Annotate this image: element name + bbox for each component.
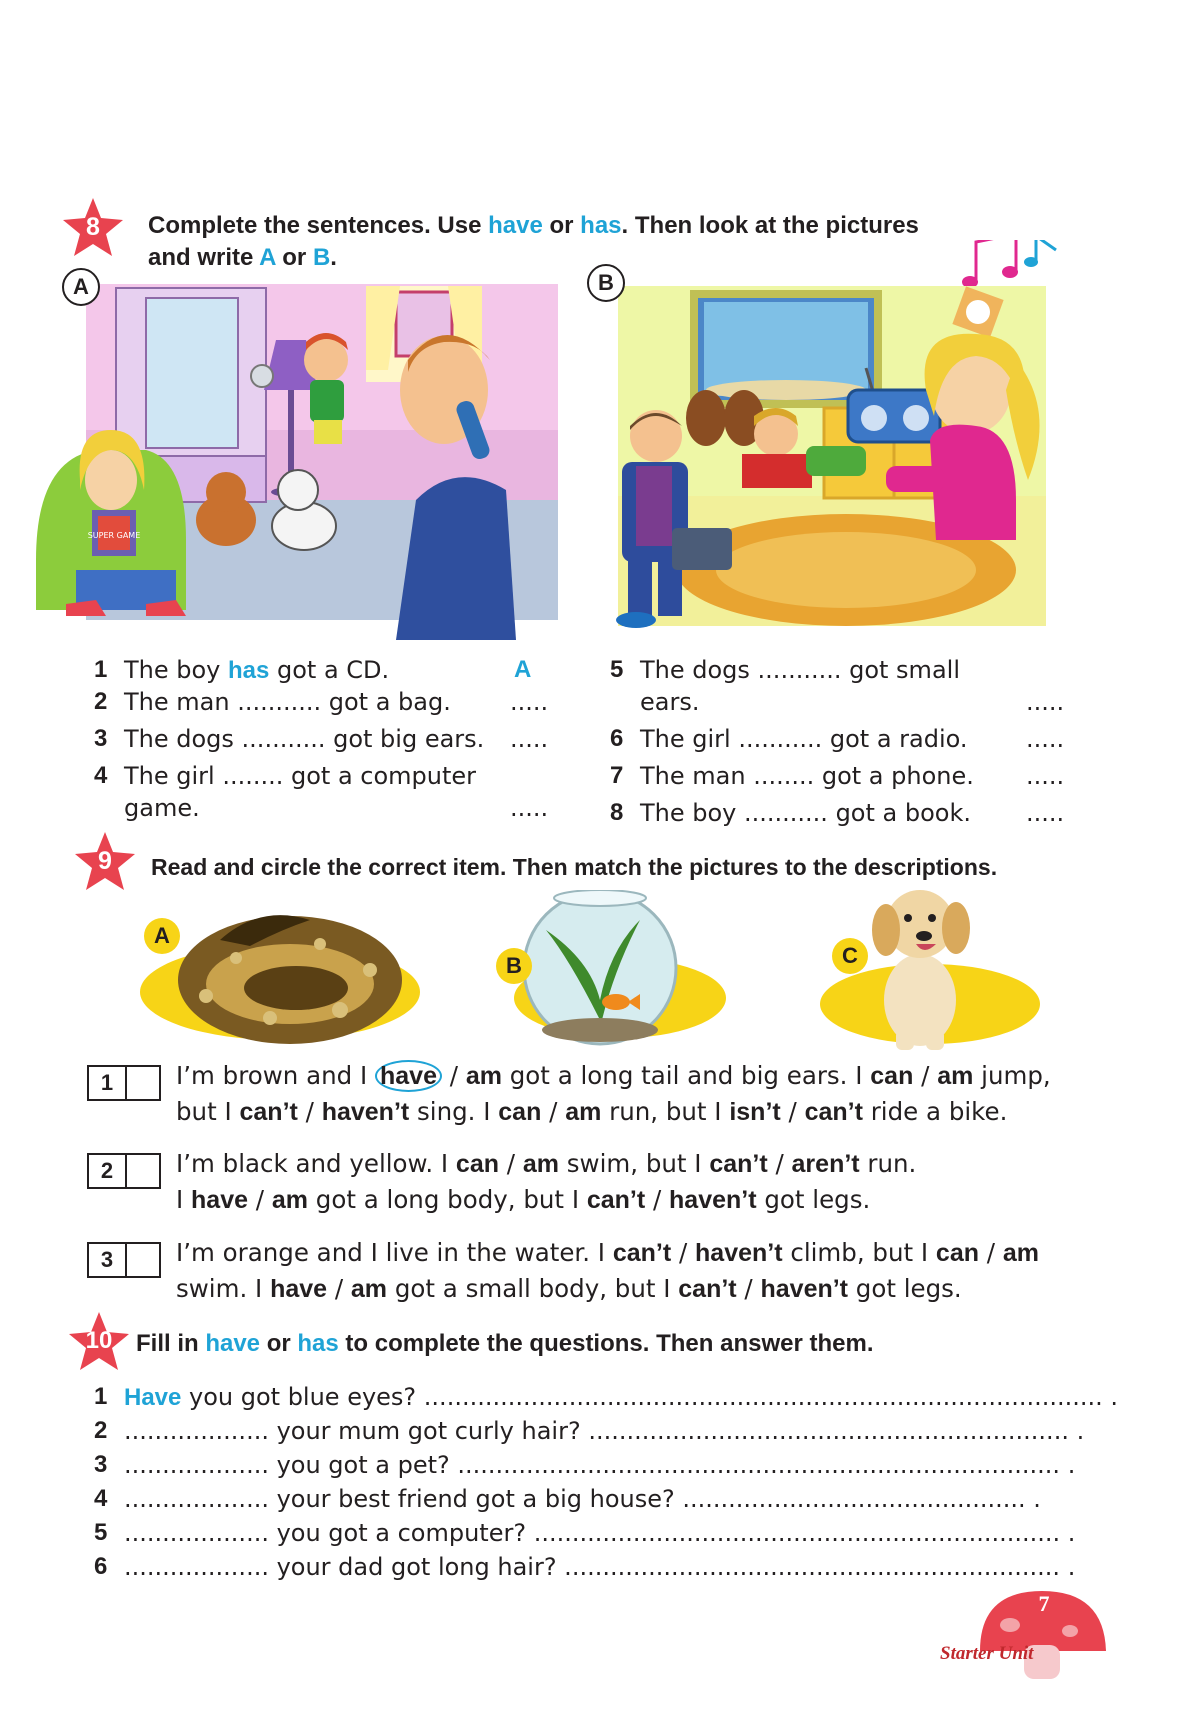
question-1[interactable]: Have you got blue eyes? ......................................................................................... . (124, 1383, 1119, 1411)
ex8-answer-3[interactable]: ..... (510, 725, 549, 753)
ex8-answer-8[interactable]: ..... (1026, 799, 1065, 827)
ex8-item-3: The dogs ........... got big ears. (124, 725, 485, 753)
exercise-9-instruction: Read and circle the correct item. Then match the pictures to the descriptions. (151, 854, 998, 880)
ex8-item-6: The girl ........... got a radio. (640, 725, 968, 753)
picture-puppy-label: C (832, 938, 868, 974)
ex8-item-8: The boy ........... got a book. (640, 799, 971, 827)
description-3-answer-box[interactable]: 3 (87, 1242, 161, 1278)
ex8-item-2: The man ........... got a bag. (124, 688, 451, 716)
ex8-answer-7[interactable]: ..... (1026, 762, 1065, 790)
description-3-line-2: swim. I have / am got a small body, but I can’t / haven’t got legs. (176, 1274, 962, 1303)
ex8-item-4-cont: game. (124, 794, 200, 822)
question-5[interactable]: ................... you got a computer? ..................................................................... . (124, 1519, 1076, 1547)
description-1-line-2: but I can’t / haven’t sing. I can / am run, but I isn’t / can’t ride a bike. (176, 1097, 1008, 1126)
ex8-item-4: The girl ........ got a computer (124, 762, 477, 790)
ex8-item-7: The man ........ got a phone. (640, 762, 974, 790)
exercise-9-number: 9 (98, 847, 112, 875)
description-3-line-1: I’m orange and I live in the water. I can’t / haven’t climb, but I can / am (176, 1238, 1039, 1267)
exercise-8-number: 8 (86, 213, 100, 241)
circled-have[interactable]: have (375, 1060, 442, 1092)
page-number: 7 (1038, 1591, 1050, 1616)
page-footer-mushroom (940, 1585, 1120, 1685)
ex8-answer-5[interactable]: ..... (1026, 688, 1065, 716)
ex8-item-1: The boy has got a CD. (124, 656, 390, 684)
music-notes-icon (962, 240, 1056, 288)
picture-puppy (820, 880, 1050, 1050)
ex8-answer-4[interactable]: ..... (510, 794, 549, 822)
ex8-item-5: The dogs ........... got small (640, 656, 960, 684)
question-4[interactable]: ................... your best friend got a big house? ............................................. . (124, 1485, 1041, 1513)
picture-b-playroom (586, 240, 1146, 650)
exercise-10-instruction: Fill in have or has to complete the questions. Then answer them. (136, 1330, 874, 1357)
exercise-10-number: 10 (85, 1327, 113, 1354)
svg-text:SUPER GAME: SUPER GAME (87, 531, 141, 540)
ex8-answer-1: A (514, 656, 532, 683)
ex8-item-5-cont: ears. (640, 688, 700, 716)
picture-fishbowl-label: B (496, 948, 532, 984)
picture-snake (140, 900, 420, 1050)
picture-fishbowl (490, 890, 730, 1050)
unit-label: Starter Unit (940, 1643, 1034, 1664)
picture-b-label: B (587, 264, 625, 302)
picture-a-living-room (36, 274, 566, 650)
ex8-answer-6[interactable]: ..... (1026, 725, 1065, 753)
description-1-answer-box[interactable]: 1 (87, 1065, 161, 1101)
picture-snake-label: A (144, 918, 180, 954)
description-1-line-1: I’m brown and I have / am got a long tail and big ears. I can / am jump, (176, 1061, 1051, 1090)
exercise-9-star-badge (72, 830, 138, 896)
exercise-8-star-badge (60, 196, 126, 262)
question-3[interactable]: ................... you got a pet? ............................................................................... . (124, 1451, 1076, 1479)
description-2-line-1: I’m black and yellow. I can / am swim, but I can’t / aren’t run. (176, 1149, 917, 1178)
question-2[interactable]: ................... your mum got curly hair? ............................................................... . (124, 1417, 1085, 1445)
question-6[interactable]: ................... your dad got long hair? ................................................................. . (124, 1553, 1076, 1581)
exercise-8-instruction: Complete the sentences. Use have or has. Then look at the pictures and write A or B. (148, 212, 919, 271)
description-2-answer-box[interactable]: 2 (87, 1153, 161, 1189)
exercise-10-star-badge (66, 1310, 132, 1376)
description-2-line-2: I have / am got a long body, but I can’t / haven’t got legs. (176, 1185, 871, 1214)
ex8-answer-2[interactable]: ..... (510, 688, 549, 716)
picture-a-label: A (62, 268, 100, 306)
